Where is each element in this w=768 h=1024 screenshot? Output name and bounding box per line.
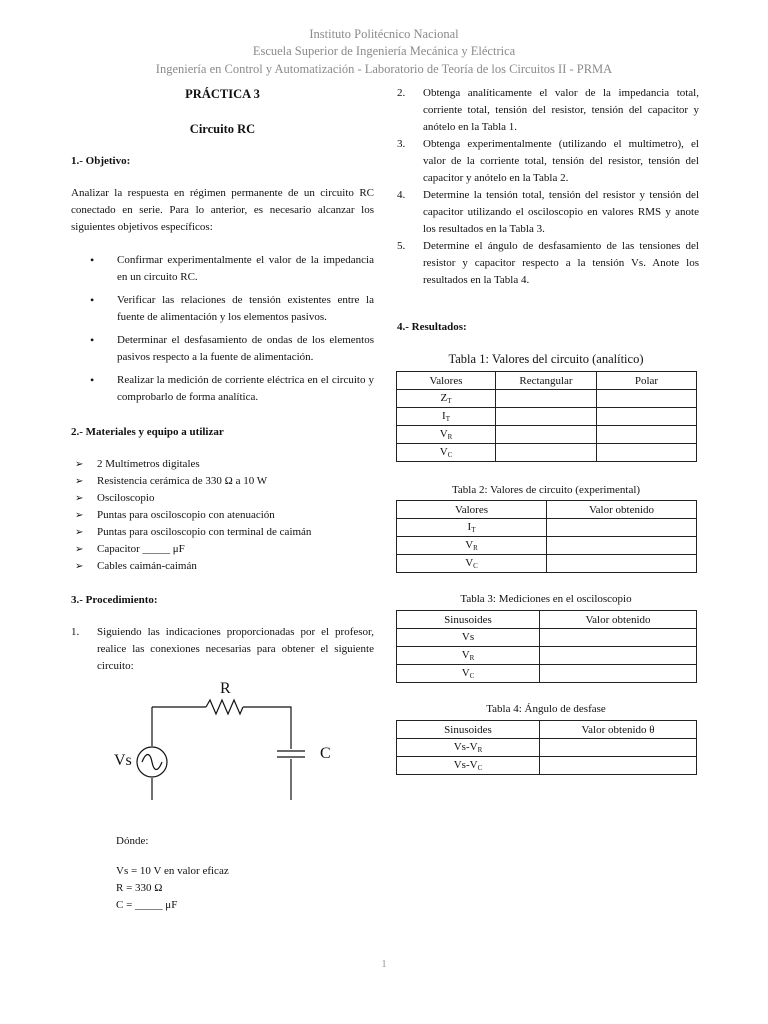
table-header-cell: Valor obtenido θ — [540, 721, 697, 739]
table-cell — [540, 665, 697, 683]
practice-title: PRÁCTICA 3 — [185, 87, 260, 101]
table3-caption: Tabla 3: Mediciones en el osciloscopio — [460, 593, 632, 605]
resistor-symbol — [206, 700, 243, 714]
table-row — [397, 519, 697, 537]
materials-heading: 2.- Materiales y equipo a utilizar — [71, 426, 224, 438]
list-item: ➢ Resistencia cerámica de 330 Ω a 10 W — [71, 473, 374, 490]
table-cell — [597, 408, 697, 426]
table-cell: $I_T$ — [397, 519, 547, 537]
objective-intro: Analizar la respuesta en régimen permanente de un circuito RC conectado en serie. Para lo anterior, es necesario alcanzar los siguientes objetivos específicos: — [71, 187, 374, 233]
table2-caption: Tabla 2: Valores de circuito (experimental) — [451, 484, 641, 496]
table-row — [397, 665, 697, 683]
table-cell — [496, 408, 597, 426]
table-header-row — [397, 611, 697, 629]
table-cell: $Z_T$ — [397, 390, 496, 408]
procedure-step — [397, 238, 699, 289]
table-header-cell: Valores — [397, 501, 547, 519]
rc-circuit-diagram — [100, 680, 360, 800]
objective-heading: 1.- Objetivo: — [71, 155, 131, 167]
table-cell: $V_R$ — [397, 426, 496, 444]
step-text: Determine el ángulo de desfasamiento de las tensiones del resistor y capacitor respecto a la tensión Vs. Anote los resultados en la Tabla 4. — [423, 240, 699, 286]
table-cell — [540, 647, 697, 665]
list-item: • Verificar las relaciones de tensión existentes entre la fuente de alimentación y los elementos pasivos. — [71, 292, 374, 326]
table4-caption: Tabla 4: Ángulo de desfase — [486, 703, 606, 715]
table-header-cell: Valor obtenido — [547, 501, 697, 519]
table-cell — [547, 537, 697, 555]
table-cell: $V_R$ — [397, 647, 540, 665]
table-row — [397, 390, 697, 408]
where-vs: Vs = 10 V en valor eficaz — [116, 865, 229, 877]
step-text: Obtenga experimentalmente (utilizando el multímetro), el valor de la corriente total, tensión del resistor, tensión del capacitor y anótelo en la Tabla 2. — [423, 138, 699, 184]
step-number: 2. — [397, 87, 406, 99]
step-text: Obtenga analíticamente el valor de la impedancia total, corriente total, tensión del resistor, tensión del capacitor y anótelo en la Tabla 1. — [423, 87, 699, 133]
step-number: 3. — [397, 138, 406, 150]
header-school: Escuela Superior de Ingeniería Mecánica y Eléctrica — [252, 44, 516, 58]
table-row — [397, 739, 697, 757]
step-text: Determine la tensión total, tensión del resistor y tensión del capacitor utilizando el osciloscopio en valores RMS y anote los resultados en la Tabla 3. — [423, 189, 699, 235]
list-item: ➢ Puntas para osciloscopio con terminal de caimán — [71, 524, 374, 541]
table1-caption: Tabla 1: Valores del circuito (analítico) — [448, 352, 644, 366]
list-item: ➢ Cables caimán-caimán — [71, 558, 374, 575]
where-r: R = 330 Ω — [116, 882, 163, 894]
table-row — [397, 757, 697, 775]
header-course: Ingeniería en Control y Automatización - Laboratorio de Teoría de los Circuitos II - PRMA — [155, 62, 613, 76]
table-cell: $Vs-V_C$ — [397, 757, 540, 775]
table-header-row — [397, 721, 697, 739]
table-header-row — [397, 501, 697, 519]
step-text: Siguiendo las indicaciones proporcionadas por el profesor, realice las conexiones necesarias para obtener el siguiente circuito: — [97, 626, 374, 672]
wire-top-right — [243, 707, 291, 749]
table-cell — [540, 629, 697, 647]
table-cell: $V_C$ — [397, 665, 540, 683]
table-header-cell: Valor obtenido — [540, 611, 697, 629]
table-cell: Vs — [397, 629, 540, 647]
step-number: 1. — [71, 626, 80, 638]
step-number: 4. — [397, 189, 406, 201]
table1 — [396, 371, 697, 462]
results-heading: 4.- Resultados: — [397, 321, 467, 333]
step-number: 5. — [397, 240, 406, 252]
page-number: 1 — [381, 958, 387, 970]
table-row — [397, 629, 697, 647]
table-cell — [547, 555, 697, 573]
list-item: • Confirmar experimentalmente el valor de la impedancia en un circuito RC. — [71, 252, 374, 286]
where-c: C = _____ μF — [116, 899, 178, 911]
table-cell — [597, 390, 697, 408]
procedure-step — [71, 624, 374, 675]
table-row — [397, 426, 697, 444]
objective-section — [71, 153, 374, 412]
objective-list — [71, 252, 374, 406]
practice-subtitle: Circuito RC — [189, 122, 256, 136]
table-row — [397, 408, 697, 426]
table-row — [397, 647, 697, 665]
sine-wave-icon — [142, 755, 162, 770]
table-header-cell: Sinusoides — [397, 611, 540, 629]
table-cell — [540, 739, 697, 757]
table-cell: $V_C$ — [397, 444, 496, 462]
table-row — [397, 537, 697, 555]
table-header-cell: Sinusoides — [397, 721, 540, 739]
procedure-step — [397, 85, 699, 136]
procedure-step — [397, 136, 699, 187]
table4 — [396, 720, 697, 775]
where-section — [116, 833, 356, 914]
procedure-steps-right — [397, 85, 699, 289]
table-header-cell: Valores — [397, 372, 496, 390]
table-cell — [496, 390, 597, 408]
table-cell: $V_R$ — [397, 537, 547, 555]
list-item: ➢ Capacitor _____ μF — [71, 541, 374, 558]
resistor-label: R — [220, 680, 231, 697]
table-cell — [597, 426, 697, 444]
table-cell: $Vs-V_R$ — [397, 739, 540, 757]
table-cell — [547, 519, 697, 537]
source-label: Vs — [114, 752, 132, 769]
procedure-step — [397, 187, 699, 238]
list-item: • Realizar la medición de corriente eléctrica en el circuito y comprobarlo de forma analítica. — [71, 372, 374, 406]
table-header-row — [397, 372, 697, 390]
table-cell — [540, 757, 697, 775]
materials-section — [71, 424, 374, 575]
table3 — [396, 610, 697, 683]
table-cell — [496, 444, 597, 462]
where-label: Dónde: — [116, 835, 149, 847]
table-row — [397, 555, 697, 573]
procedure-steps-list — [397, 85, 699, 289]
procedure-heading: 3.- Procedimiento: — [71, 594, 158, 606]
table-header-cell: Rectangular — [496, 372, 597, 390]
list-item: ➢ Puntas para osciloscopio con atenuación — [71, 507, 374, 524]
materials-list — [71, 456, 374, 575]
table-cell — [597, 444, 697, 462]
table2 — [396, 500, 697, 573]
list-item: ➢ 2 Multímetros digitales — [71, 456, 374, 473]
header-institute: Instituto Politécnico Nacional — [309, 27, 459, 41]
table-cell — [496, 426, 597, 444]
procedure-section — [71, 592, 374, 675]
procedure-steps-left — [71, 624, 374, 675]
list-item: ➢ Osciloscopio — [71, 490, 374, 507]
capacitor-label: C — [320, 745, 331, 762]
table-cell: $V_C$ — [397, 555, 547, 573]
table-cell: $I_T$ — [397, 408, 496, 426]
table-header-cell: Polar — [597, 372, 697, 390]
table-row — [397, 444, 697, 462]
list-item: • Determinar el desfasamiento de ondas de los elementos pasivos respecto a la fuente de alimentación. — [71, 332, 374, 366]
